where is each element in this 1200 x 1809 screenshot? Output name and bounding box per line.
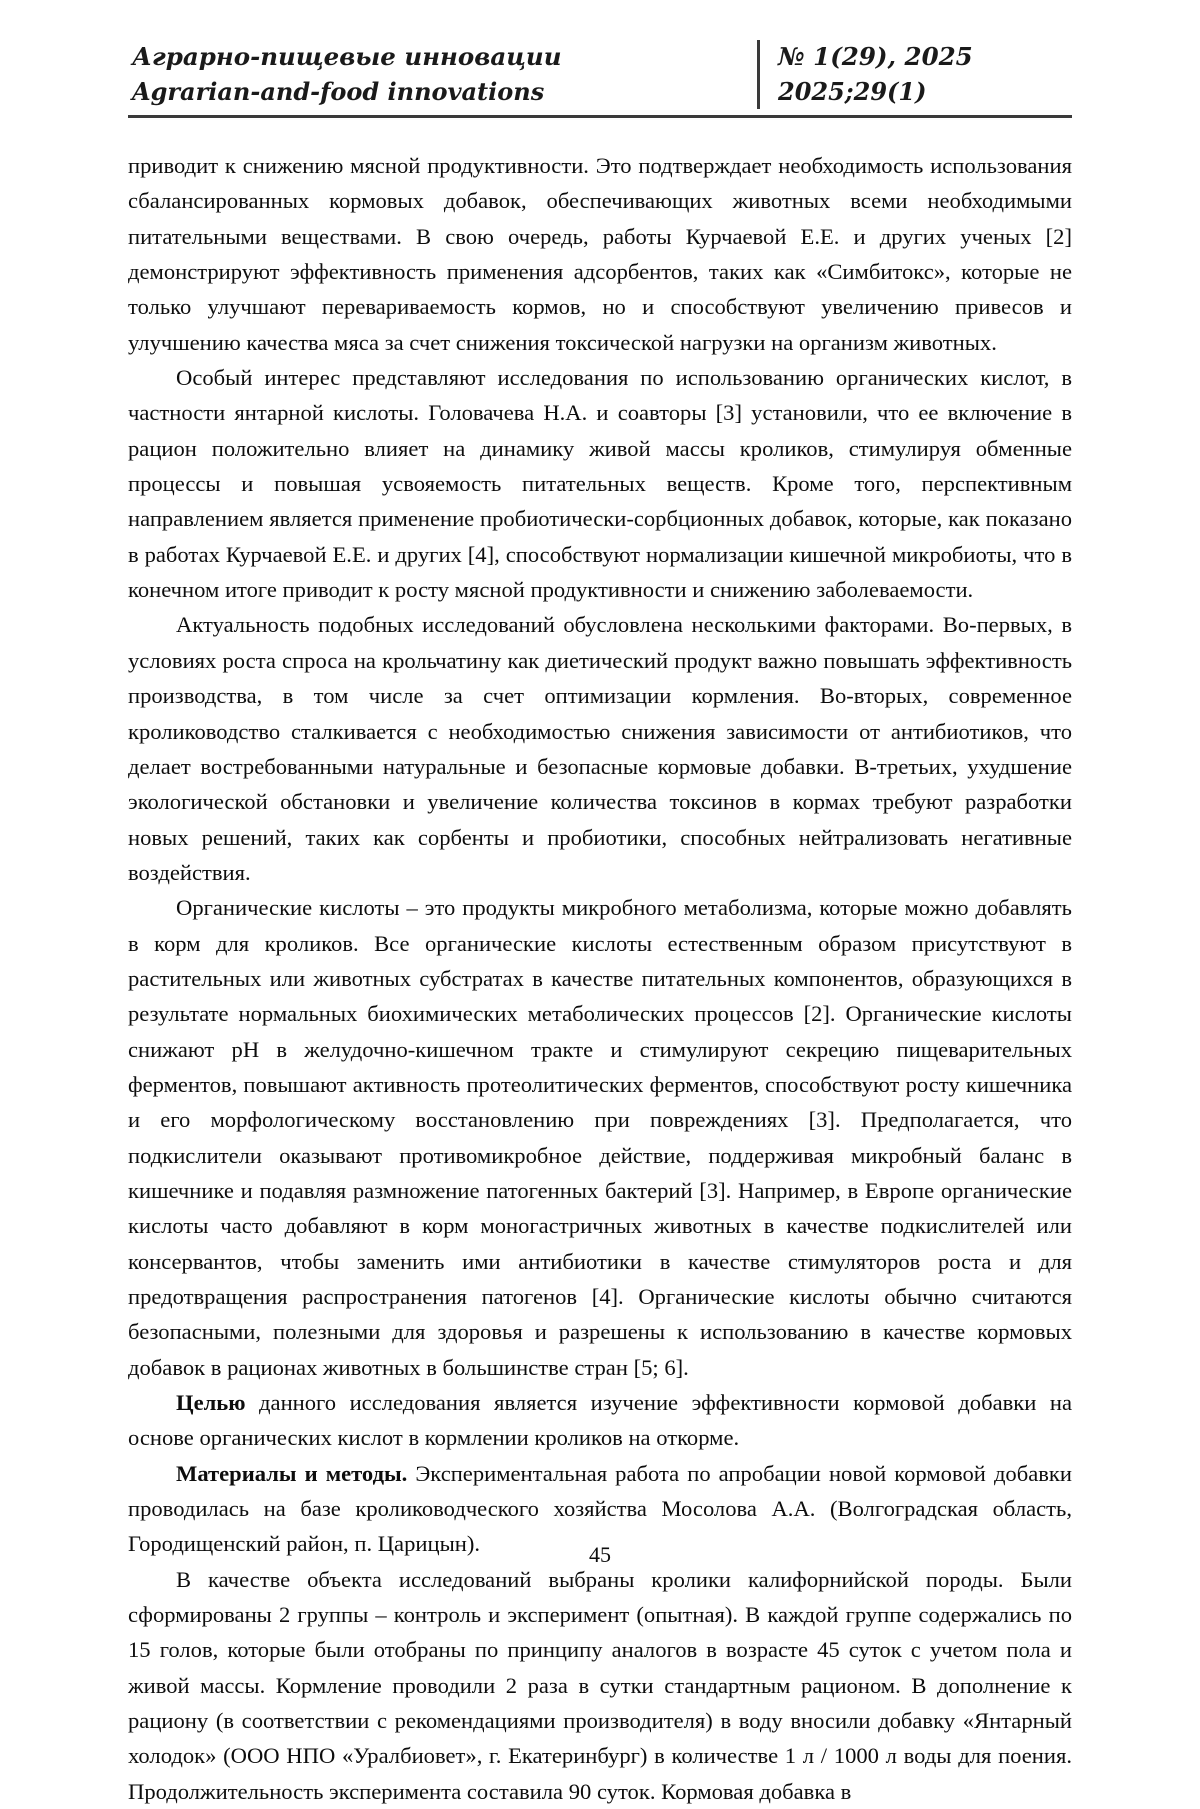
page-header: [128, 40, 1072, 118]
journal-title-en: Agrarian-and-food innovations: [132, 76, 545, 106]
paragraph: Органические кислоты – это продукты микробного метаболизма, которые можно добавлять в корм для кроликов. Все органические кислоты естественным образом присутствуют в растительных или животных субстратах в качестве питательных компонентов, образующихся в результате нормальных биохимических метаболических процессов [2]. Органические кислоты снижают pH в желудочно-кишечном тракте и стимулируют секрецию пищеварительных ферментов, повышают активность протеолитических ферментов, способствуют росту кишечника и его морфологическому восстановлению при повреждениях [3]. Предполагается, что подкислители оказывают противомикробное действие, поддерживая микробный баланс в кишечнике и подавляя размножение патогенных бактерий [3]. Например, в Европе органические кислоты часто добавляют в корм моногастричных животных в качестве подкислителей или консервантов, чтобы заменить ими антибиотики в качестве стимуляторов роста и для предотвращения распространения патогенов [4]. Органические кислоты обычно считаются безопасными, полезными для здоровья и разрешены к использованию в качестве кормовых добавок в рационах животных в большинстве стран [5; 6].: [128, 895, 1072, 1380]
header-issue-info: [757, 40, 1072, 109]
paragraph: Особый интерес представляют исследования по использованию органических кислот, в частности янтарной кислоты. Головачева Н.А. и соавторы [3] установили, что ее включение в рацион положительно влияет на динамику живой массы кроликов, стимулируя обменные процессы и повышая усвояемость питательных веществ. Кроме того, перспективным направлением является применение пробиотически-сорбционных добавок, которые, как показано в работах Курчаевой Е.Е. и других [4], способствуют нормализации кишечной микробиоты, что в конечном итоге приводит к росту мясной продуктивности и снижению заболеваемости.: [128, 365, 1072, 603]
header-journal-titles: [128, 40, 757, 109]
paragraph-text: Экспериментальная работа по апробации новой кормовой добавки проводилась на базе кролиководческого хозяйства Мосолова А.А. (Волгоградская область, Городищенский район, п. Царицын).: [128, 1460, 1072, 1557]
issue-en: 2025;29(1): [778, 76, 927, 106]
paragraph-lead: Целью: [176, 1390, 246, 1416]
paragraph-text: данного исследования является изучение эффективности кормовой добавки на основе органических кислот в кормлении кроликов на откорме.: [128, 1390, 1072, 1451]
paragraph: В качестве объекта исследований выбраны кролики калифорнийской породы. Были сформированы 2 группы – контроль и эксперимент (опытная). В каждой группе содержались по 15 голов, которые были отобраны по принципу аналогов в возрасте 45 суток с учетом пола и живой массы. Кормление проводили 2 раза в сутки стандартным рационом. В дополнение к рациону (в соответствии с рекомендациями производителя) в воду вносили добавку «Янтарный холодок» (ООО НПО «Уралбиовет», г. Екатеринбург) в количестве 1 л / 1000 л воды для поения. Продолжительность эксперимента составила 90 суток. Кормовая добавка в: [128, 1566, 1072, 1804]
issue-ru: № 1(29), 2025: [778, 42, 973, 71]
paragraph-lead: Материалы и методы.: [176, 1460, 408, 1486]
journal-title-ru: Аграрно-пищевые инновации: [132, 42, 562, 71]
paragraph: приводит к снижению мясной продуктивности. Это подтверждает необходимость использования сбалансированных кормовых добавок, обеспечивающих животных всеми необходимыми питательными веществами. В свою очередь, работы Курчаевой Е.Е. и других ученых [2] демонстрируют эффективность применения адсорбентов, таких как «Симбитокс», которые не только улучшают перевариваемость кормов, но и способствуют увеличению привесов и улучшению качества мяса за счет снижения токсической нагрузки на организм животных.: [128, 153, 1072, 355]
paragraph-aim: [128, 1385, 1072, 1456]
page-number: 45: [589, 1542, 611, 1567]
paragraph: Актуальность подобных исследований обусловлена несколькими факторами. Во-первых, в условиях роста спроса на крольчатину как диетический продукт важно повышать эффективность производства, в том числе за счет оптимизации кормления. Во-вторых, современное кролиководство сталкивается с необходимостью снижения зависимости от антибиотиков, что делает востребованными натуральные и безопасные кормовые добавки. В-третьих, ухудшение экологической обстановки и увеличение количества токсинов в кормах требуют разработки новых решений, таких как сорбенты и пробиотики, способных нейтрализовать негативные воздействия.: [128, 612, 1072, 885]
